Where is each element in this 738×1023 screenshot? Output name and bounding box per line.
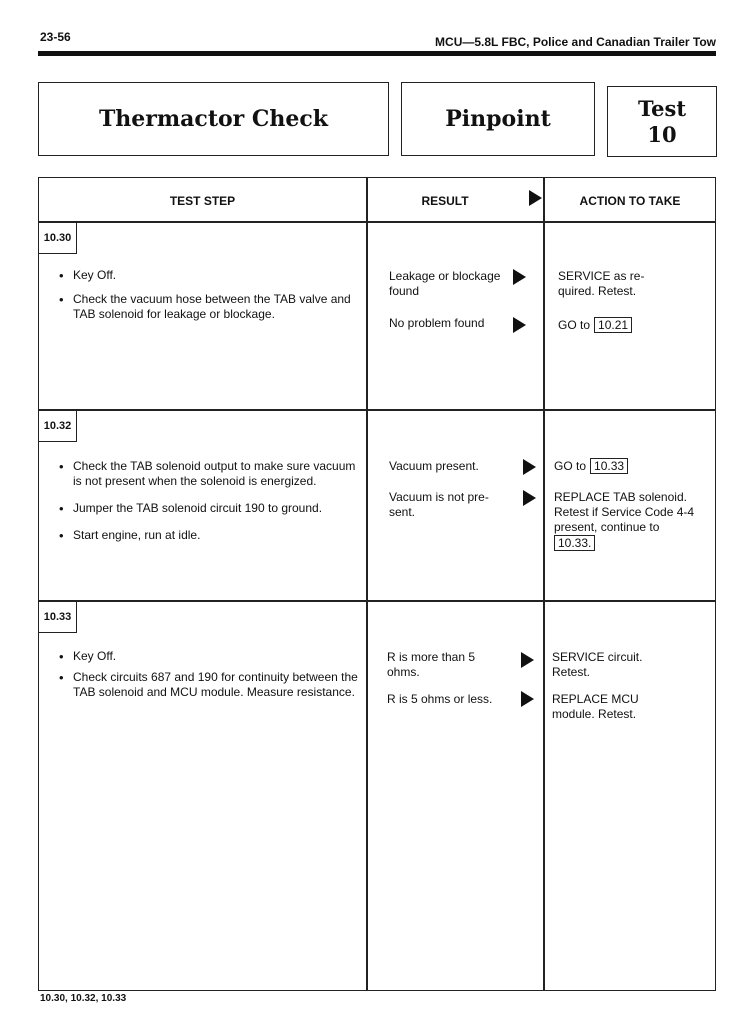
title-pinpoint: Pinpoint — [445, 106, 551, 132]
result-text: Vacuum is not pre-sent. — [389, 490, 489, 519]
divider-step-result — [366, 178, 368, 990]
divider-result-action — [543, 178, 545, 990]
action-text: SERVICE circuit. Retest. — [552, 650, 643, 679]
arrow-icon — [529, 190, 542, 206]
instruction-item: • Check the vacuum hose between the TAB valve and TAB solenoid for leakage or blockage. — [59, 292, 364, 322]
action-label: GO to — [558, 318, 591, 332]
title-test-number: 10 — [647, 121, 677, 147]
title-main: Thermactor Check — [98, 106, 329, 132]
title-box-test — [607, 86, 717, 157]
result-text: Leakage or blockage found — [389, 269, 501, 298]
result-text: R is 5 ohms or less. — [387, 692, 493, 706]
arrow-icon — [521, 691, 534, 707]
result-text: No problem found — [389, 316, 485, 330]
instruction-item: • Start engine, run at idle. — [59, 528, 364, 543]
arrow-icon — [523, 490, 536, 506]
divider-row-2 — [39, 600, 715, 602]
step-instructions — [59, 649, 364, 709]
title-box-pinpoint — [401, 82, 595, 156]
step-instructions — [59, 459, 364, 552]
action-text: SERVICE as re-quired. Retest. — [558, 269, 645, 298]
step-id: 10.30 — [43, 232, 72, 244]
step-id: 10.33 — [43, 611, 72, 623]
title-box-main — [38, 82, 389, 156]
instruction-item: • Check circuits 687 and 190 for continuity between the TAB solenoid and MCU module. Measure resistance. — [59, 670, 364, 700]
step-id: 10.32 — [43, 420, 72, 432]
instruction-item: • Key Off. — [59, 649, 364, 664]
step-reference-link[interactable]: 10.21 — [594, 317, 632, 333]
action-text — [554, 458, 704, 474]
action-text: REPLACE MCU module. Retest. — [552, 692, 639, 721]
arrow-icon — [521, 652, 534, 668]
instruction-item: • Key Off. — [59, 268, 364, 283]
action-label: REPLACE TAB solenoid. Retest if Service Code 4-4 present, continue to — [554, 490, 695, 534]
result-text: R is more than 5 ohms. — [387, 650, 476, 679]
result-text: Vacuum present. — [389, 459, 479, 473]
divider-header — [39, 221, 715, 223]
step-instructions — [59, 268, 364, 331]
step-id-tag — [39, 601, 77, 633]
test-table — [38, 177, 716, 991]
arrow-icon — [523, 459, 536, 475]
footer-step-list: 10.30, 10.32, 10.33 — [40, 993, 127, 1004]
action-text — [558, 317, 708, 333]
instruction-item: • Check the TAB solenoid output to make sure vacuum is not present when the solenoid is energized. — [59, 459, 364, 489]
step-reference-link[interactable]: 10.33. — [554, 535, 595, 551]
instruction-item: • Jumper the TAB solenoid circuit 190 to ground. — [59, 501, 364, 516]
title-test-label: Test — [637, 95, 687, 121]
column-header-test-step: TEST STEP — [169, 194, 236, 208]
running-head: MCU—5.8L FBC, Police and Canadian Trailer Tow — [435, 35, 716, 49]
arrow-icon — [513, 269, 526, 285]
column-header-result: RESULT — [421, 194, 469, 208]
step-reference-link[interactable]: 10.33 — [590, 458, 628, 474]
header-rule — [38, 51, 716, 56]
page-number: 23-56 — [40, 30, 71, 44]
arrow-icon — [513, 317, 526, 333]
action-text — [554, 490, 699, 551]
step-id-tag — [39, 410, 77, 442]
step-id-tag — [39, 222, 77, 254]
action-label: GO to — [554, 459, 587, 473]
column-header-action: ACTION TO TAKE — [579, 194, 681, 208]
divider-row-1 — [39, 409, 715, 411]
